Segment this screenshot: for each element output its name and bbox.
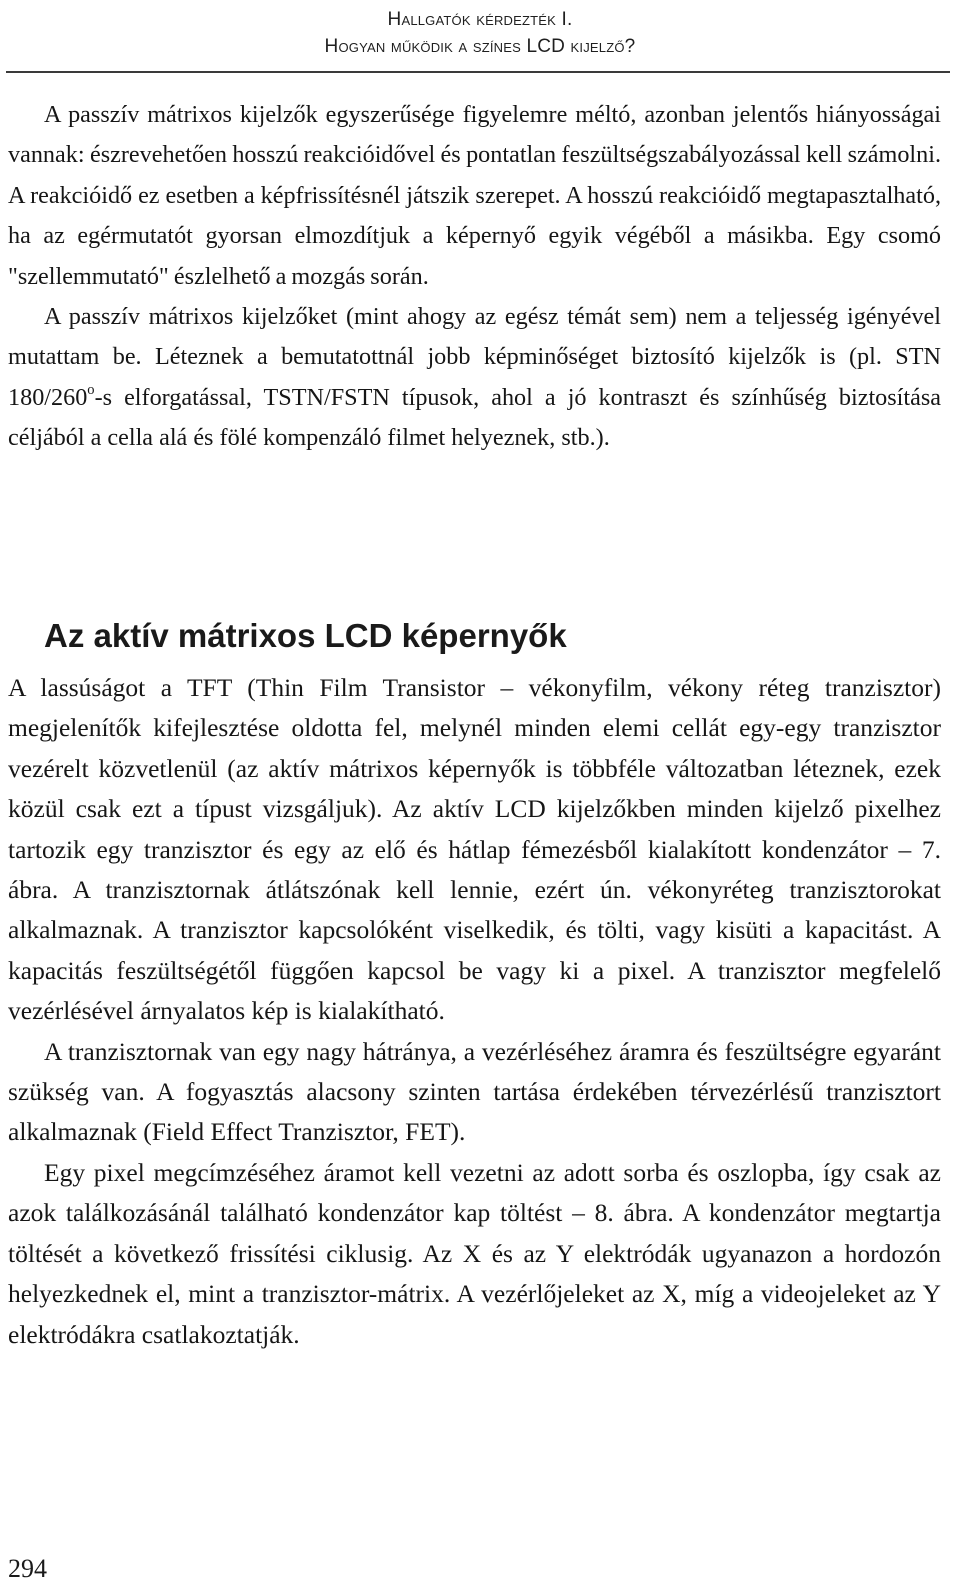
running-head-chapter: Hogyan működik a színes LCD kijelző? — [324, 36, 636, 57]
intro-text — [8, 95, 941, 459]
intro-paragraph-2-rest: -s elforgatással, TSTN/FSTN típusok, ahol a jó kontraszt és színhűség biztosítása céljából a cella alá és fölé kompenzáló filmet helyeznek, stb.). — [8, 383, 941, 452]
section-paragraph-2: A tranzisztornak van egy nagy hátránya, a vezérléséhez áramra és feszültségre egyaránt szükség van. A fogyasztás alacsony szinten tartása érdekében térvezérlésű tranzisztort alkalmaznak (Field Effect Tranzisztor, FET). — [8, 1036, 941, 1147]
intro-paragraph-1: A passzív mátrixos kijelzők egyszerűsége figyelemre méltó, azonban jelentős hiányosságai vannak: észrevehetően hosszú reakcióidővel és pontatlan feszültségszabályozással kell számolni. A reakcióidő ez esetben a képfrissítésnél játszik szerepet. A hosszú reakcióidő megtapasztalható, ha az egérmutatót gyorsan elmozdítjuk a képernyő egyik végéből a másikba. Egy csomó "szellemmutató" észlelhető a mozgás során. — [8, 101, 941, 290]
running-head-series: Hallgatók kérdezték I. — [387, 9, 573, 30]
section-text — [8, 668, 941, 1355]
section-paragraph-3: Egy pixel megcímzéséhez áramot kell vezetni az adott sorba és oszlopba, így csak az azok találkozásánál található kondenzátor kap töltést – 8. ábra. A kondenzátor megtartja töltését a következő frissítési ciklusig. Az X és az Y elektródák ugyanazon a hordozón helyezkednek el, mint a tranzisztor-mátrix. A vezérlőjeleket az X, míg a videojeleket az Y elektródákra csatlakoztatják. — [8, 1157, 941, 1349]
intro-paragraph-2-text: A passzív mátrixos kijelzőket (mint ahogy az egész témát sem) nem a teljesség igényével mutattam be. Léteznek a bemutatottnál jobb képminőséget biztosító kijelzők is (pl. STN 180/260 — [8, 303, 941, 411]
intro-paragraph-2 — [8, 297, 941, 459]
page-number: 294 — [8, 1554, 47, 1583]
degree-superscript: o — [87, 382, 95, 399]
header-rule — [6, 71, 950, 73]
section-paragraph-1: A lassúságot a TFT (Thin Film Transistor – vékonyfilm, vékony réteg tranzisztor) megjelenítők kifejlesztése oldotta fel, melynél minden elemi cellát egy-egy tranzisztor vezérelt közvetlenül (az aktív mátrixos képernyők is többféle változatban léteznek, ezek közül csak ezt a típust vizsgáljuk). Az aktív LCD kijelzőkben minden kijelző pixelhez tartozik egy tranzisztor és egy az elő és hátlap fémezésből kialakított kondenzátor – 7. ábra. A tranzisztornak átlátszónak kell lennie, ezért ún. vékonyréteg tranzisztorokat alkalmaznak. A tranzisztor kapcsolóként viselkedik, és tölti, vagy kisüti a kapacitást. A kapacitás feszültségétől függően kapcsol be vagy ki a pixel. A tranzisztor megfelelő vezérlésével árnyalatos kép is kialakítható. — [8, 673, 941, 1026]
section-heading: Az aktív mátrixos LCD képernyők — [44, 617, 567, 655]
running-head — [0, 6, 960, 60]
